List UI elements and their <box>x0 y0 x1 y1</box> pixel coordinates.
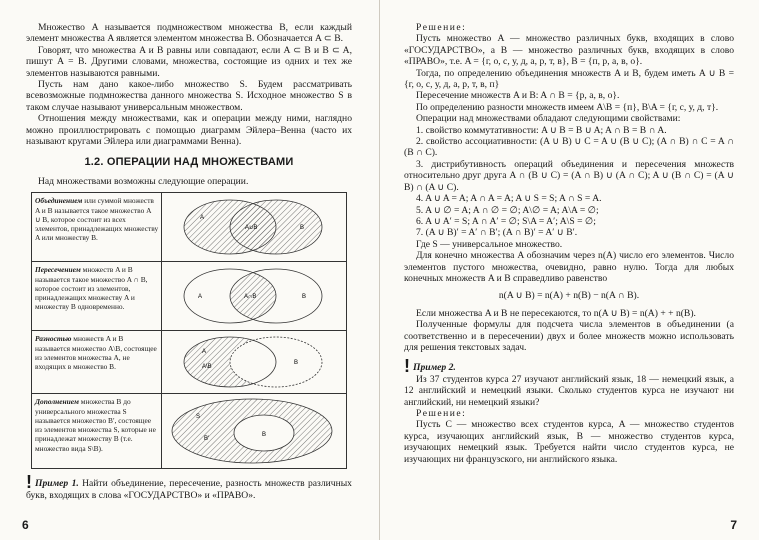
complement-venn-diagram <box>164 396 342 466</box>
example-2-title: Пример 2. <box>413 362 456 374</box>
table-row <box>32 331 347 394</box>
complement-text: множества B до универсального множества S называется множество B′, состоящее из элементов множества S, которые не принадлежат множеству B (т.е. множество вида S\B). <box>35 397 156 453</box>
exclamation-icon: ! <box>404 356 410 377</box>
formulas-usage-text: Полученные формулы для подсчета числа элементов в объединении (а соответственно и в пересечении) двух и более множеств можно использовать для решения текстовых задач. <box>404 319 734 353</box>
difference-text: множеств A и B называется множество A\B, состоящее из элементов множества A, не входящих в множество B. <box>35 334 157 372</box>
difference-label-a: A <box>202 349 207 356</box>
venn-paragraph: Отношения между множествами, как и операции между ними, наглядно можно проиллюстрировать с помощью диаграмм Эйлера–Венна (часто их называют кругами Эйлера или диаграммами Венна). <box>26 113 352 148</box>
intersection-result: Пересечение множеств A и B: A ∩ B = {р, а, в, о}. <box>416 90 620 102</box>
property-3: 3. дистрибутивность операций объединения и пересечения множеств относительно друг друга A ∩ (B ∪ C) = (A ∩ B) ∪ (A ∩ C); A ∪ (B ∩ C) = (A ∪ B) ∩ (A ∪ C). <box>404 158 734 193</box>
page-number-right: 7 <box>730 518 737 532</box>
example-1-text: Найти объединение, пересечение, разность множеств различных букв, входящих в слова «ГОСУДАРСТВО» и «ПРАВО». <box>26 478 352 501</box>
difference-venn-diagram <box>164 333 342 391</box>
operations-intro: Над множествами возможны следующие операции. <box>38 175 249 187</box>
cardinality-formula: n(A ∪ B) = n(A) + n(B) − n(A ∩ B). <box>498 290 640 302</box>
intersection-definition <box>32 262 162 331</box>
property-5: 5. A ∪ ∅ = A; A ∩ ∅ = ∅; A\∅ = A; A\A = ∅; <box>416 204 599 216</box>
right-page <box>380 0 759 540</box>
property-7: 7. (A ∪ B)′ = A′ ∩ B′; (A ∩ B)′ = A′ ∪ B′. <box>416 227 578 239</box>
difference-definition <box>32 331 162 394</box>
right-column <box>404 22 734 465</box>
difference-term: Разностью <box>35 334 72 344</box>
table-row <box>32 262 347 331</box>
union-diagram-cell <box>162 193 347 262</box>
exclamation-icon: ! <box>26 472 32 493</box>
example-2-heading <box>404 356 734 377</box>
finite-sets-text: Для конечно множества A обозначим через n(A) число его элементов. Число элементов пустого множества, очевидно, равно нулю. Тогда для любых конечных множеств A и B справедливо равенство <box>404 250 734 284</box>
union-text: или суммой множеств A и B называется такое множество A ∪ B, которое состоит из всех элементов, принадлежащих множеству A или множеству B. <box>35 196 159 243</box>
complement-label-b: B <box>262 432 267 439</box>
union-label-ab: A∪B <box>245 225 258 232</box>
intersection-diagram-cell <box>162 262 347 331</box>
complement-term: Дополнением <box>35 397 79 407</box>
property-1: 1. свойство коммутативности: A ∪ B = B ∪ A; A ∩ B = B ∩ A. <box>416 124 667 136</box>
property-2: 2. свойство ассоциативности: (A ∪ B) ∪ C = A ∪ (B ∪ C); (A ∩ B) ∩ C = A ∩ (B ∩ C). <box>404 136 734 159</box>
example-2-text: Из 37 студентов курса 27 изучают английский язык, 18 — немецкий язык, а 12 английский и немецкий языки. Сколько студентов курса не изучают ни английский, ни немецкий языки? <box>404 373 734 408</box>
left-page <box>0 0 379 540</box>
complement-region <box>172 399 332 463</box>
solution-label-1: Решение: <box>416 22 467 33</box>
union-label-b: B <box>300 225 305 232</box>
example-1 <box>26 472 352 501</box>
intersection-venn-diagram <box>164 264 342 328</box>
universal-paragraph: Пусть нам дано какое-либо множество S. Будем рассматривать всевозможные подмножества данного множества S. Исходное множество S в таком случае называют универсальным множеством. <box>26 79 352 113</box>
difference-result: По определению разности множеств имеем A\B = {п}, B\A = {г, с, у, д, т}. <box>416 101 719 113</box>
complement-definition <box>32 394 162 469</box>
table-row <box>32 193 347 262</box>
union-definition <box>32 193 162 262</box>
union-result: Тогда, по определению объединения множеств A и B, будем иметь A ∪ B = {г, о, с, у, д, а, р, т, в, п} <box>404 67 734 91</box>
subset-paragraph: Множество A называется подмножеством множества B, если каждый элемент множества A является элементом множества B. Обозначается A ⊂ B. <box>26 22 352 45</box>
properties-intro: Операции над множествами обладают следующими свойствами: <box>416 113 681 125</box>
operations-table <box>31 192 347 469</box>
intersection-term: Пересечением <box>35 265 81 275</box>
complement-label-bc: B′ <box>204 436 210 443</box>
property-6: 6. A ∪ A′ = S; A ∩ A′ = ∅; S\A = A′; A\S = ∅; <box>416 215 596 227</box>
disjoint-text: Если множества A и B не пересекаются, то n(A ∪ B) = n(A) + + n(B). <box>416 307 696 319</box>
table-row <box>32 394 347 469</box>
difference-label-amb: A\B <box>202 364 212 371</box>
union-term: Объединением <box>35 196 83 206</box>
complement-label-s: S <box>196 414 201 421</box>
section-title: 1.2. ОПЕРАЦИИ НАД МНОЖЕСТВАМИ <box>84 156 294 169</box>
complement-diagram-cell <box>162 394 347 469</box>
page-number-left: 6 <box>22 518 29 532</box>
union-venn-diagram <box>164 195 342 259</box>
union-label-a: A <box>200 215 205 222</box>
property-4: 4. A ∪ A = A; A ∩ A = A; A ∪ S = S; A ∩ S = A. <box>416 193 602 205</box>
universal-note: Где S — универсальное множество. <box>416 238 563 250</box>
intersection-label-a: A <box>198 294 203 301</box>
difference-label-b: B <box>294 360 299 367</box>
solution-label-2: Решение: <box>416 408 467 419</box>
intersection-text: множеств A и B называется такое множество A ∩ B, которое состоит из элементов, принадлежащих множеству A и множеству B одновременно. <box>35 265 148 312</box>
intersection-label-anb: A∩B <box>244 294 257 301</box>
example-2-solution: Пусть C — множество всех студентов курса, A — множество студентов курса, изучающих английский язык, B — множество студентов курса, изучающих немецкий язык. Требуется найти число студентов курса, не изучающих ни французского, ни английского языка. <box>404 419 734 465</box>
left-column <box>26 22 352 501</box>
difference-diagram-cell <box>162 331 347 394</box>
intersection-label-b: B <box>302 294 307 301</box>
example-1-title: Пример 1. <box>35 478 79 490</box>
solution-sets-definition: Пусть множество A — множество различных букв, входящих в слово «ГОСУДАРСТВО», а B — множество различных букв, входящих в слово «ПРАВО», т.е. A = {г, о, с, у, д, а, р, т, в}, B = {п, р, а, в, о}. <box>404 33 734 68</box>
equality-paragraph: Говорят, что множества A и B равны или совпадают, если A ⊂ B и B ⊂ A, пишут A = B. Другими словами, множества, состоящие из одних и тех же элементов называются равными. <box>26 44 352 79</box>
union-set-b <box>230 200 322 254</box>
